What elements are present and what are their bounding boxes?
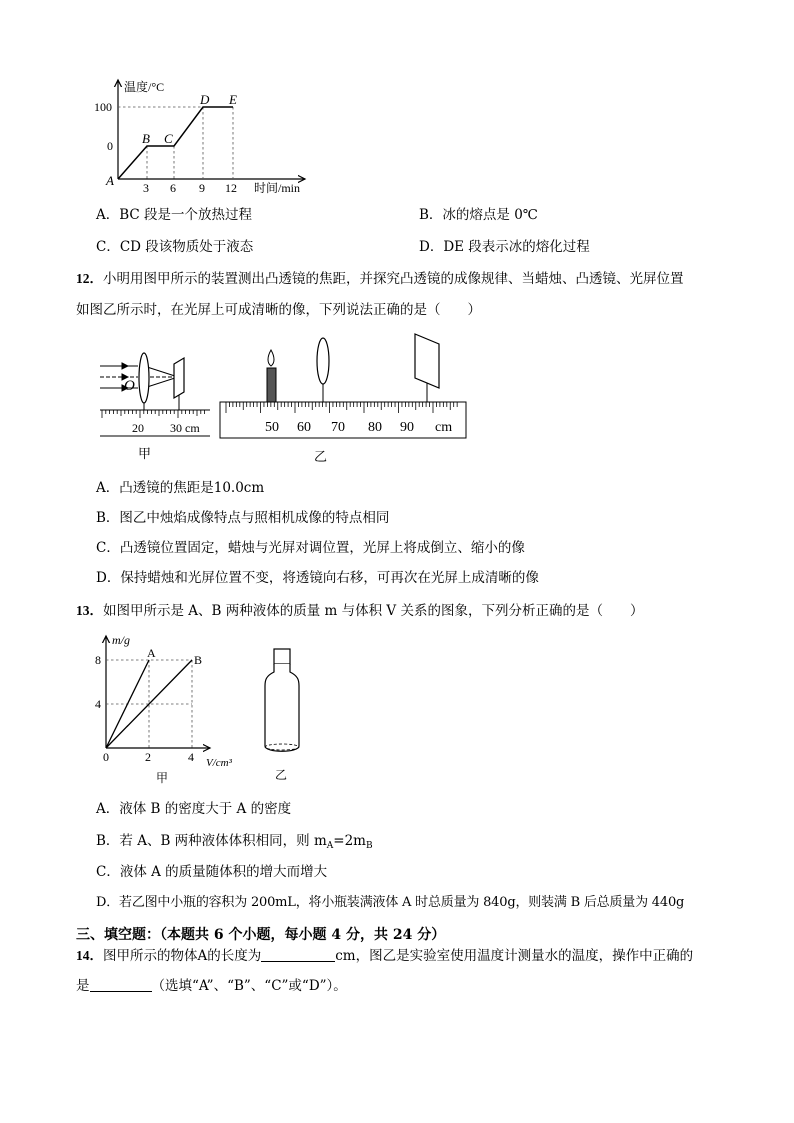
q12-option-b: B．图乙中烛焰成像特点与照相机成像的特点相同 [96, 510, 390, 526]
q13-ytick-4: 4 [95, 697, 101, 711]
q13-graph-caption: 甲 [156, 771, 169, 785]
q13-option-b-mid: =2m [333, 833, 366, 849]
q12-yi-flame [268, 350, 274, 366]
q12-yi-tick-80: 80 [368, 420, 382, 435]
q12-jia-caption: 甲 [138, 446, 152, 461]
q13-bottle-caption: 乙 [275, 768, 288, 782]
q12-figure-yi [218, 330, 470, 466]
q12-yi-lens [317, 338, 329, 384]
q11-option-d: D．DE 段表示冰的熔化过程 [419, 239, 590, 255]
q11-xtick-12: 12 [225, 181, 237, 195]
q11-xtick-6: 6 [170, 181, 176, 195]
q12-yi-tick-70: 70 [331, 420, 345, 435]
q12-jia-tick-20: 20 [132, 421, 144, 435]
q12-yi-unit: cm [435, 420, 453, 435]
q12-number: 12． [76, 271, 103, 286]
q13-option-b-sub-b: B [365, 841, 373, 851]
q14-line1 [76, 946, 693, 966]
q11-option-a: A．BC 段是一个放热过程 [96, 207, 253, 223]
q12-figure-jia [98, 334, 218, 464]
q14-line2-a: 是 [76, 978, 90, 994]
q13-label-a: A [147, 646, 156, 660]
q12-jia-screen [174, 358, 184, 398]
q14-blank-2[interactable] [90, 977, 152, 992]
q13-option-b-sub-a: A [326, 841, 334, 851]
q11-option-b: B．冰的熔点是 0℃ [419, 207, 538, 223]
q13-xtick-4: 4 [188, 750, 194, 764]
q12-jia-label-o: O [124, 378, 135, 394]
q13-stem-text: 如图甲所示是 A、B 两种液体的质量 m 与体积 V 关系的图象，下列分析正确的是（ ） [103, 603, 644, 619]
q11-point-c: C [164, 131, 173, 146]
q11-xtick-9: 9 [199, 181, 205, 195]
q12-yi-tick-60: 60 [297, 420, 311, 435]
q12-option-c: C．凸透镜位置固定，蜡烛与光屏对调位置，光屏上将成倒立、缩小的像 [96, 540, 525, 556]
q13-option-a: A．液体 B 的密度大于 A 的密度 [96, 801, 292, 817]
q11-temperature-graph [94, 76, 320, 198]
q13-mass-volume-graph [92, 632, 242, 788]
q14-line1-a: 图甲所示的物体A的长度为 [103, 948, 262, 964]
q11-ytick-100: 100 [94, 100, 112, 114]
q14-line1-b: cm，图乙是实验室使用温度计测量水的温度，操作中正确的 [335, 948, 694, 964]
q12-stem-line1: 小明用图甲所示的装置测出凸透镜的焦距，并探究凸透镜的成像规律、当蜡烛、凸透镜、光屏位置 [103, 271, 684, 287]
q13-xtick-2: 2 [145, 750, 151, 764]
q12-stem [76, 269, 741, 289]
q13-option-c: C．液体 A 的质量随体积的增大而增大 [96, 864, 328, 880]
q11-point-d: D [200, 92, 210, 107]
q13-bottle-figure [258, 646, 308, 786]
q12-jia-lens [139, 353, 149, 403]
q12-option-d: D．保持蜡烛和光屏位置不变，将透镜向右移，可再次在光屏上成清晰的像 [96, 570, 539, 586]
q12-yi-candle [267, 368, 276, 402]
q13-ytick-8: 8 [95, 653, 101, 667]
q13-number: 13． [76, 603, 103, 618]
q14-blank-1[interactable] [261, 947, 335, 962]
q11-curve [118, 107, 233, 179]
q11-ylabel: 温度/°C [124, 80, 165, 94]
q11-xtick-3: 3 [143, 181, 149, 195]
q13-ylabel: m/g [112, 633, 130, 647]
q11-option-c: C．CD 段该物质处于液态 [96, 239, 254, 255]
q12-yi-screen [415, 334, 439, 388]
q12-stem-line2: 如图乙所示时，在光屏上可成清晰的像，下列说法正确的是（ ） [76, 302, 481, 318]
q12-yi-tick-50: 50 [265, 420, 279, 435]
q14-line2-b: （选填“A”、“B”、“C”或“D”）。 [151, 978, 347, 994]
q14-number: 14． [76, 948, 103, 963]
q11-xlabel: 时间/min [254, 181, 301, 195]
q14-line2 [76, 976, 347, 996]
q13-option-b [96, 831, 373, 856]
q11-ytick-0: 0 [107, 139, 113, 153]
q13-bottle-cap [274, 649, 290, 664]
q13-option-b-pre: B．若 A、B 两种液体体积相同，则 m [96, 833, 327, 849]
q12-option-a: A．凸透镜的焦距是10.0cm [96, 480, 265, 496]
q13-xlabel: V/cm³ [206, 757, 232, 769]
q13-label-b: B [194, 653, 203, 667]
q13-xtick-0: 0 [103, 750, 109, 764]
q13-line-b [106, 660, 192, 748]
q12-jia-tick-30: 30 cm [170, 421, 200, 435]
q11-point-a: A [106, 173, 114, 188]
q11-point-b: B [142, 131, 150, 146]
q13-option-d: D．若乙图中小瓶的容积为 200mL，将小瓶装满液体 A 时总质量为 840g，则装满 B 后总质量为 440g [96, 895, 685, 910]
q11-point-e: E [229, 92, 237, 107]
q13-bottle-body [265, 664, 299, 751]
q12-yi-tick-90: 90 [400, 420, 414, 435]
section3-title: 三、填空题：（本题共 6 个小题，每小题 4 分，共 24 分） [76, 927, 446, 943]
q12-yi-caption: 乙 [314, 449, 328, 464]
q13-stem [76, 601, 741, 621]
